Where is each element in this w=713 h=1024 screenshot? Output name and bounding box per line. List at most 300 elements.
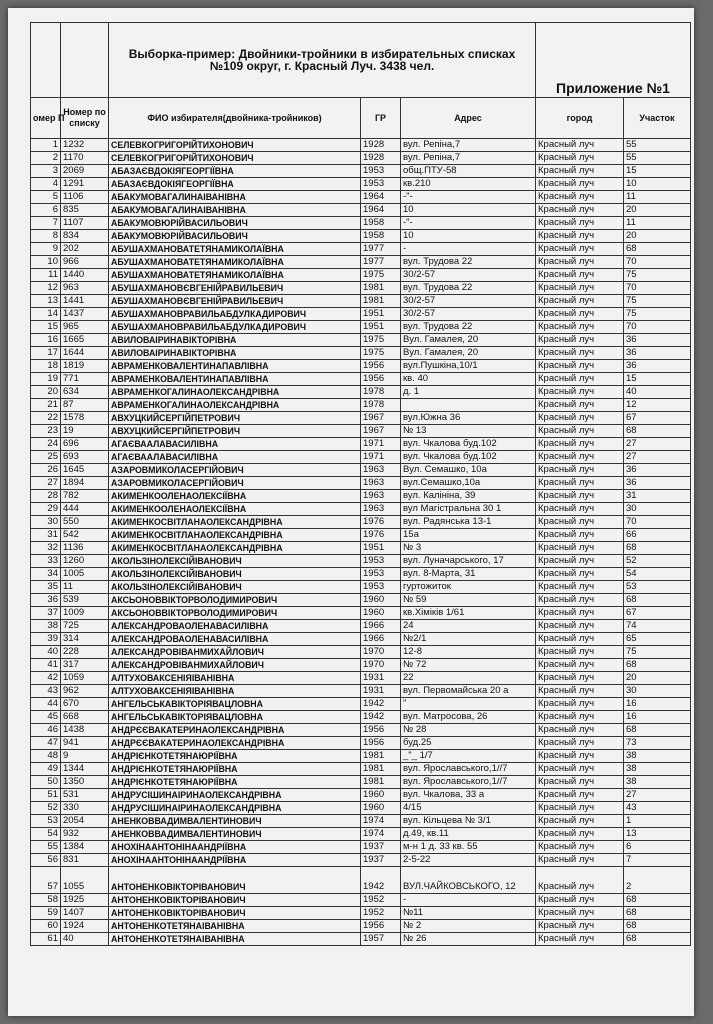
address: вул. Калініна, 39: [401, 490, 536, 503]
city: Красный луч: [536, 178, 624, 191]
birth-year: 1951: [361, 308, 401, 321]
table-row: [31, 152, 691, 165]
birth-year: 1975: [361, 269, 401, 282]
row-index: 3: [31, 165, 61, 178]
address: 12-8: [401, 646, 536, 659]
birth-year: 1966: [361, 620, 401, 633]
voter-name: АБУШАХМАНОВРАВИЛЬАБДУЛКАДИРОВИЧ: [109, 321, 361, 334]
address: Вул. Гамалея, 20: [401, 347, 536, 360]
row-index: 49: [31, 763, 61, 776]
address: д. 1: [401, 386, 536, 399]
precinct: 68: [624, 894, 691, 907]
birth-year: 1976: [361, 529, 401, 542]
address: -"-: [401, 191, 536, 204]
city: Красный луч: [536, 308, 624, 321]
birth-year: 1981: [361, 750, 401, 763]
voter-name: АЛТУХОВАКСЕНІЯІВАНІВНА: [109, 672, 361, 685]
address: вул. Репіна,7: [401, 152, 536, 165]
row-index: 36: [31, 594, 61, 607]
list-number: 550: [61, 516, 109, 529]
voter-name: АНДРІЄНКОТЕТЯНАЮРІЇВНА: [109, 750, 361, 763]
list-number: 1665: [61, 334, 109, 347]
city: Красный луч: [536, 763, 624, 776]
voter-name: АГАЄВААЛАВАСИЛІВНА: [109, 438, 361, 451]
precinct: 36: [624, 334, 691, 347]
row-index: 34: [31, 568, 61, 581]
table-row: [31, 776, 691, 789]
birth-year: 1970: [361, 646, 401, 659]
voter-name: АНОХІНААНТОНІНААНДРІЇВНА: [109, 854, 361, 867]
list-number: 228: [61, 646, 109, 659]
voter-name: АБАКУМОВАГАЛИНАІВАНІВНА: [109, 204, 361, 217]
birth-year: 1952: [361, 907, 401, 920]
voter-name: АБУШАХМАНОВАТЕТЯНАМИКОЛАЇВНА: [109, 243, 361, 256]
table-row: [31, 139, 691, 152]
city: Красный луч: [536, 451, 624, 464]
birth-year: 1964: [361, 191, 401, 204]
list-number: 941: [61, 737, 109, 750]
birth-year: 1960: [361, 607, 401, 620]
precinct: 38: [624, 776, 691, 789]
address: вул. Первомайська 20 а: [401, 685, 536, 698]
row-index: 18: [31, 360, 61, 373]
table-row: [31, 386, 691, 399]
precinct: 1: [624, 815, 691, 828]
row-index: 27: [31, 477, 61, 490]
address: Вул. Гамалея, 20: [401, 334, 536, 347]
city: Красный луч: [536, 399, 624, 412]
row-index: 61: [31, 933, 61, 946]
city: Красный луч: [536, 412, 624, 425]
precinct: 68: [624, 594, 691, 607]
birth-year: 1928: [361, 139, 401, 152]
row-index: 22: [31, 412, 61, 425]
table-row: [31, 412, 691, 425]
birth-year: 1960: [361, 802, 401, 815]
voter-name: АНДРІЄНКОТЕТЯНАЮРІЇВНА: [109, 763, 361, 776]
address: ВУЛ.ЧАЙКОВСЬКОГО, 12: [401, 867, 536, 894]
precinct: 68: [624, 907, 691, 920]
row-index: 37: [31, 607, 61, 620]
city: Красный луч: [536, 204, 624, 217]
precinct: 13: [624, 828, 691, 841]
voter-name: АНДРЄЄВАКАТЕРИНАОЛЕКСАНДРІВНА: [109, 737, 361, 750]
voter-name: СЕЛЕВКОГРИГОРІЙТИХОНОВИЧ: [109, 152, 361, 165]
list-number: 87: [61, 399, 109, 412]
city: Красный луч: [536, 672, 624, 685]
table-row: [31, 568, 691, 581]
header-precinct: Участок: [624, 98, 691, 139]
precinct: 31: [624, 490, 691, 503]
row-index: 10: [31, 256, 61, 269]
city: Красный луч: [536, 516, 624, 529]
address: № 59: [401, 594, 536, 607]
city: Красный луч: [536, 920, 624, 933]
address: № 2: [401, 920, 536, 933]
city: Красный луч: [536, 907, 624, 920]
list-number: 1260: [61, 555, 109, 568]
birth-year: 1981: [361, 282, 401, 295]
address: 30/2-57: [401, 269, 536, 282]
birth-year: 1967: [361, 412, 401, 425]
voter-name: АНДРУСІШИНАІРИНАОЛЕКСАНДРІВНА: [109, 802, 361, 815]
precinct: 73: [624, 737, 691, 750]
row-index: 23: [31, 425, 61, 438]
address: Вул. Семашко, 10а: [401, 464, 536, 477]
row-index: 47: [31, 737, 61, 750]
voter-name: АНГЕЛЬСЬКАВІКТОРІЯВАЦЛОВНА: [109, 711, 361, 724]
row-index: 19: [31, 373, 61, 386]
table-row: [31, 191, 691, 204]
address: вул Магістральна 30 1: [401, 503, 536, 516]
row-index: 7: [31, 217, 61, 230]
birth-year: 1937: [361, 854, 401, 867]
voter-name: АБАЗАЄВДОКІЯГЕОРГІЇВНА: [109, 178, 361, 191]
voter-name: АНТОНЕНКОВІКТОРІВАНОВИЧ: [109, 894, 361, 907]
table-row: [31, 685, 691, 698]
precinct: 70: [624, 256, 691, 269]
birth-year: 1952: [361, 894, 401, 907]
list-number: 834: [61, 230, 109, 243]
table-row: [31, 789, 691, 802]
voter-name: АКОЛЬЗІНОЛЕКСІЙІВАНОВИЧ: [109, 568, 361, 581]
address: -: [401, 894, 536, 907]
address: общ.ПТУ-58: [401, 165, 536, 178]
list-number: 531: [61, 789, 109, 802]
birth-year: 1931: [361, 685, 401, 698]
city: Красный луч: [536, 854, 624, 867]
address: кв.210: [401, 178, 536, 191]
row-index: 51: [31, 789, 61, 802]
row-index: 50: [31, 776, 61, 789]
paper-sheet: [8, 8, 694, 1016]
table-row: [31, 737, 691, 750]
row-index: 15: [31, 321, 61, 334]
birth-year: 1960: [361, 594, 401, 607]
table-row: [31, 724, 691, 737]
city: Красный луч: [536, 568, 624, 581]
address: вул. Трудова 22: [401, 256, 536, 269]
precinct: 7: [624, 854, 691, 867]
title-line-1: Выборка-пример: Двойники-тройники в избирательных списках: [128, 47, 516, 61]
address: д.49, кв.11: [401, 828, 536, 841]
list-number: 771: [61, 373, 109, 386]
address: вул. Репіна,7: [401, 139, 536, 152]
precinct: 2: [624, 867, 691, 894]
city: Красный луч: [536, 139, 624, 152]
table-row: [31, 698, 691, 711]
voter-name: АГАЄВААЛАВАСИЛІВНА: [109, 451, 361, 464]
list-number: 1107: [61, 217, 109, 230]
precinct: 68: [624, 542, 691, 555]
voter-name: АЗАРОВМИКОЛАСЕРГІЙОВИЧ: [109, 477, 361, 490]
address: вул. Матросова, 26: [401, 711, 536, 724]
city: Красный луч: [536, 152, 624, 165]
row-index: 14: [31, 308, 61, 321]
table-row: [31, 347, 691, 360]
voter-name: АКИМЕНКООЛЕНАОЛЕКСІЇВНА: [109, 490, 361, 503]
row-index: 45: [31, 711, 61, 724]
table-row: [31, 581, 691, 594]
address: вул. Ярославського,1//7: [401, 776, 536, 789]
precinct: 75: [624, 269, 691, 282]
row-index: 12: [31, 282, 61, 295]
address: кв. 40: [401, 373, 536, 386]
city: Красный луч: [536, 789, 624, 802]
list-number: 634: [61, 386, 109, 399]
precinct: 27: [624, 789, 691, 802]
list-number: 2069: [61, 165, 109, 178]
precinct: 36: [624, 477, 691, 490]
precinct: 36: [624, 347, 691, 360]
birth-year: 1974: [361, 828, 401, 841]
list-number: 1437: [61, 308, 109, 321]
voter-name: АВРАМЕНКОГАЛИНАОЛЕКСАНДРІВНА: [109, 399, 361, 412]
table-row: [31, 529, 691, 542]
birth-year: 1975: [361, 334, 401, 347]
voter-name: АВИЛОВАІРИНАВІКТОРІВНА: [109, 334, 361, 347]
city: Красный луч: [536, 711, 624, 724]
voter-name: АЛЕКСАНДРОВІВАНМИХАЙЛОВИЧ: [109, 646, 361, 659]
row-index: 41: [31, 659, 61, 672]
address: [401, 399, 536, 412]
voter-name: АКИМЕНКОСВІТЛАНАОЛЕКСАНДРІВНА: [109, 529, 361, 542]
voter-name: АКИМЕНКОСВІТЛАНАОЛЕКСАНДРІВНА: [109, 542, 361, 555]
address: № 28: [401, 724, 536, 737]
city: Красный луч: [536, 698, 624, 711]
city: Красный луч: [536, 256, 624, 269]
precinct: 12: [624, 399, 691, 412]
precinct: 65: [624, 633, 691, 646]
precinct: 70: [624, 282, 691, 295]
address: 15а: [401, 529, 536, 542]
table-row: [31, 360, 691, 373]
voter-name: АКИМЕНКОСВІТЛАНАОЛЕКСАНДРІВНА: [109, 516, 361, 529]
voter-name: АБУШАХМАНОВЄВГЕНІЙРАВИЛЬЕВИЧ: [109, 295, 361, 308]
row-index: 35: [31, 581, 61, 594]
precinct: 67: [624, 412, 691, 425]
table-row: [31, 282, 691, 295]
city: Красный луч: [536, 490, 624, 503]
city: Красный луч: [536, 230, 624, 243]
row-index: 16: [31, 334, 61, 347]
row-index: 54: [31, 828, 61, 841]
row-index: 39: [31, 633, 61, 646]
city: Красный луч: [536, 386, 624, 399]
list-number: 1291: [61, 178, 109, 191]
table-row: [31, 815, 691, 828]
row-index: 25: [31, 451, 61, 464]
address: №11: [401, 907, 536, 920]
annex-label: Приложение №1: [536, 23, 691, 98]
birth-year: 1937: [361, 841, 401, 854]
voter-name: АНДРУСІШИНАІРИНАОЛЕКСАНДРІВНА: [109, 789, 361, 802]
city: Красный луч: [536, 867, 624, 894]
precinct: 30: [624, 503, 691, 516]
table-row: [31, 308, 691, 321]
row-index: 2: [31, 152, 61, 165]
city: Красный луч: [536, 933, 624, 946]
list-number: 330: [61, 802, 109, 815]
row-index: 52: [31, 802, 61, 815]
row-index: 13: [31, 295, 61, 308]
list-number: 542: [61, 529, 109, 542]
table-body: [31, 139, 691, 946]
list-number: 444: [61, 503, 109, 516]
precinct: 43: [624, 802, 691, 815]
table-row: [31, 269, 691, 282]
voter-name: АВРАМЕНКОВАЛЕНТИНАПАВЛІВНА: [109, 360, 361, 373]
list-number: 693: [61, 451, 109, 464]
precinct: 75: [624, 295, 691, 308]
city: Красный луч: [536, 464, 624, 477]
birth-year: 1964: [361, 204, 401, 217]
precinct: 54: [624, 568, 691, 581]
voter-name: АНТОНЕНКОВІКТОРІВАНОВИЧ: [109, 907, 361, 920]
voter-name: АЛЕКСАНДРОВАОЛЕНАВАСИЛІВНА: [109, 633, 361, 646]
city: Красный луч: [536, 724, 624, 737]
list-number: 1925: [61, 894, 109, 907]
precinct: 68: [624, 243, 691, 256]
address: № 3: [401, 542, 536, 555]
list-number: 1009: [61, 607, 109, 620]
precinct: 68: [624, 425, 691, 438]
row-index: 32: [31, 542, 61, 555]
table-row: [31, 295, 691, 308]
list-number: 539: [61, 594, 109, 607]
birth-year: 1956: [361, 737, 401, 750]
voter-name: АБАКУМОВЮРІЙВАСИЛЬОВИЧ: [109, 230, 361, 243]
precinct: 70: [624, 321, 691, 334]
row-index: 48: [31, 750, 61, 763]
list-number: 1644: [61, 347, 109, 360]
list-number: 835: [61, 204, 109, 217]
header-list-number: Номер по списку: [61, 98, 109, 139]
voter-name: АБУШАХМАНОВЄВГЕНІЙРАВИЛЬЕВИЧ: [109, 282, 361, 295]
birth-year: 1931: [361, 672, 401, 685]
list-number: 317: [61, 659, 109, 672]
document-title: [109, 23, 536, 98]
birth-year: 1953: [361, 568, 401, 581]
row-index: 56: [31, 854, 61, 867]
voter-duplicates-table: [30, 22, 691, 946]
birth-year: 1953: [361, 165, 401, 178]
list-number: 932: [61, 828, 109, 841]
list-number: 1645: [61, 464, 109, 477]
address: 2-5-22: [401, 854, 536, 867]
city: Красный луч: [536, 633, 624, 646]
precinct: 10: [624, 178, 691, 191]
table-row: [31, 620, 691, 633]
table-row: [31, 503, 691, 516]
birth-year: 1960: [361, 789, 401, 802]
address: вул.Южна 36: [401, 412, 536, 425]
table-row: [31, 920, 691, 933]
table-row: [31, 399, 691, 412]
list-number: 1924: [61, 920, 109, 933]
table-row: [31, 828, 691, 841]
city: Красный луч: [536, 529, 624, 542]
row-index: 11: [31, 269, 61, 282]
birth-year: 1963: [361, 503, 401, 516]
address: №2/1: [401, 633, 536, 646]
precinct: 75: [624, 308, 691, 321]
address: 24: [401, 620, 536, 633]
address: вул.Семашко,10а: [401, 477, 536, 490]
voter-name: АБУШАХМАНОВАТЕТЯНАМИКОЛАЇВНА: [109, 256, 361, 269]
blank-cell: [31, 23, 61, 98]
voter-name: АКОЛЬЗІНОЛЕКСІЙІВАНОВИЧ: [109, 555, 361, 568]
city: Красный луч: [536, 503, 624, 516]
precinct: 55: [624, 152, 691, 165]
precinct: 20: [624, 672, 691, 685]
voter-name: АНОХІНААНТОНІНААНДРІЇВНА: [109, 841, 361, 854]
row-index: 6: [31, 204, 61, 217]
table-row: [31, 607, 691, 620]
row-index: 46: [31, 724, 61, 737]
city: Красный луч: [536, 438, 624, 451]
table-row: [31, 763, 691, 776]
list-number: 1344: [61, 763, 109, 776]
precinct: 38: [624, 750, 691, 763]
voter-name: АНГЕЛЬСЬКАВІКТОРІЯВАЦЛОВНА: [109, 698, 361, 711]
address: вул. Луначарського, 17: [401, 555, 536, 568]
voter-name: АЛЕКСАНДРОВАОЛЕНАВАСИЛІВНА: [109, 620, 361, 633]
list-number: 1170: [61, 152, 109, 165]
voter-name: АНЕНКОВВАДИМВАЛЕНТИНОВИЧ: [109, 815, 361, 828]
birth-year: 1956: [361, 920, 401, 933]
list-number: 1059: [61, 672, 109, 685]
table-row: [31, 477, 691, 490]
city: Красный луч: [536, 542, 624, 555]
birth-year: 1951: [361, 542, 401, 555]
address: вул. Чкалова буд.102: [401, 438, 536, 451]
address: 4/15: [401, 802, 536, 815]
city: Красный луч: [536, 282, 624, 295]
voter-name: АНЕНКОВВАДИМВАЛЕНТИНОВИЧ: [109, 828, 361, 841]
list-number: 202: [61, 243, 109, 256]
precinct: 40: [624, 386, 691, 399]
list-number: 1438: [61, 724, 109, 737]
voter-name: АНДРЄЄВАКАТЕРИНАОЛЕКСАНДРІВНА: [109, 724, 361, 737]
list-number: 966: [61, 256, 109, 269]
birth-year: 1942: [361, 867, 401, 894]
voter-name: АБУШАХМАНОВАТЕТЯНАМИКОЛАЇВНА: [109, 269, 361, 282]
address: гуртожиток: [401, 581, 536, 594]
title-row: [31, 23, 691, 98]
birth-year: 1974: [361, 815, 401, 828]
voter-name: АКСЬОНОВВІКТОРВОЛОДИМИРОВИЧ: [109, 607, 361, 620]
precinct: 15: [624, 165, 691, 178]
city: Красный луч: [536, 360, 624, 373]
birth-year: 1956: [361, 373, 401, 386]
table-row: [31, 334, 691, 347]
voter-name: АВХУЦКИЙСЕРГІЙПЕТРОВИЧ: [109, 412, 361, 425]
birth-year: 1971: [361, 451, 401, 464]
table-row: [31, 907, 691, 920]
birth-year: 1977: [361, 256, 401, 269]
row-index: 9: [31, 243, 61, 256]
voter-name: АКСЬОНОВВІКТОРВОЛОДИМИРОВИЧ: [109, 594, 361, 607]
birth-year: 1975: [361, 347, 401, 360]
address: вул. 8-Марта, 31: [401, 568, 536, 581]
city: Красный луч: [536, 659, 624, 672]
address: 30/2-57: [401, 295, 536, 308]
address: буд.25: [401, 737, 536, 750]
precinct: 30: [624, 685, 691, 698]
table-row: [31, 165, 691, 178]
list-number: 668: [61, 711, 109, 724]
